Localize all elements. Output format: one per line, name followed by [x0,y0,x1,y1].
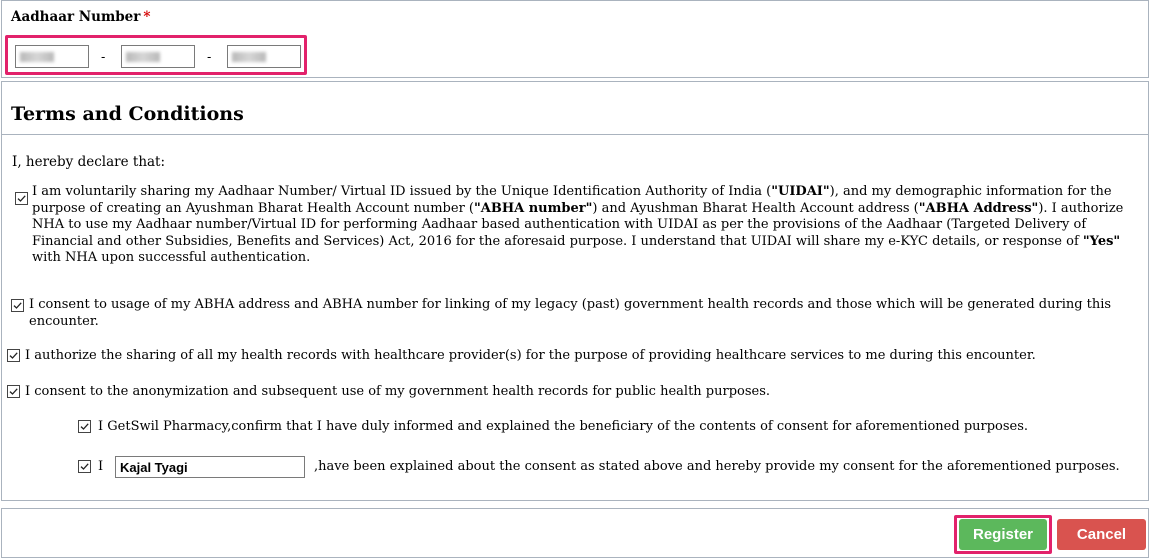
clause-4-text: I consent to the anonymization and subsequent use of my government health records for public health purposes. [25,384,771,399]
clause-6-checkbox[interactable] [78,460,91,473]
aadhaar-input-group [5,35,307,75]
clause-1-text: I am voluntarily sharing my Aadhaar Number/ Virtual ID issued by the Unique Identification Authority of India ("UIDAI"), and my demographic information for the purpose of creating an Ayushman Bharat Health Account number ("ABHA number") and Ayushman Bharat Health Account address ("ABHA Address"). I authorize NHA to use my Aadhaar number/Virtual ID for performing Aadhaar based authentication with UIDAI as per the provisions of the Aadhaar (Targeted Delivery of Financial and other Subsidies, Benefits and Services) Act, 2016 for the aforesaid purpose. I understand that UIDAI will share my e-KYC details, or response of "Yes" with NHA upon successful authentication. [32,184,1124,265]
declare-intro: I, hereby declare that: [12,154,166,170]
aadhaar-separator: - [101,49,106,64]
register-button[interactable]: Register [959,519,1047,550]
clause-6-text: ,have been explained about the consent as stated above and hereby provide my consent for the aforementioned purposes. [314,459,1120,474]
clause-3-checkbox[interactable] [7,349,20,362]
check-icon [8,350,19,361]
check-icon [8,386,19,397]
check-icon [12,300,23,311]
aadhaar-section [1,0,1149,78]
terms-title: Terms and Conditions [11,103,244,125]
beneficiary-name-input[interactable]: Kajal Tyagi [115,456,305,478]
clause-5-text: I GetSwil Pharmacy,confirm that I have duly informed and explained the beneficiary of the contents of consent for aforementioned purposes. [98,419,1029,434]
check-icon [16,193,27,204]
clause-3-text: I authorize the sharing of all my health records with healthcare provider(s) for the purpose of providing healthcare services to me during this encounter. [25,348,1036,363]
cancel-button[interactable]: Cancel [1057,519,1146,550]
clause-1-checkbox[interactable] [15,192,28,205]
aadhaar-part-3-input[interactable] [227,45,301,68]
aadhaar-label: Aadhaar Number * [11,9,151,25]
action-bar [1,508,1149,558]
clause-4-checkbox[interactable] [7,385,20,398]
terms-section [1,81,1149,501]
aadhaar-part-2-input[interactable] [121,45,195,68]
check-icon [79,461,90,472]
clause-2-text: I consent to usage of my ABHA address and ABHA number for linking of my legacy (past) government health records and those which will be generated during this encounter. [29,297,1112,329]
aadhaar-part-1-input[interactable] [15,45,89,68]
clause-5-checkbox[interactable] [78,420,91,433]
check-icon [79,421,90,432]
terms-divider [2,134,1148,135]
required-mark: * [143,9,151,25]
aadhaar-separator: - [207,49,212,64]
clause-2-checkbox[interactable] [11,299,24,312]
clause-6-prefix: I [98,459,104,474]
